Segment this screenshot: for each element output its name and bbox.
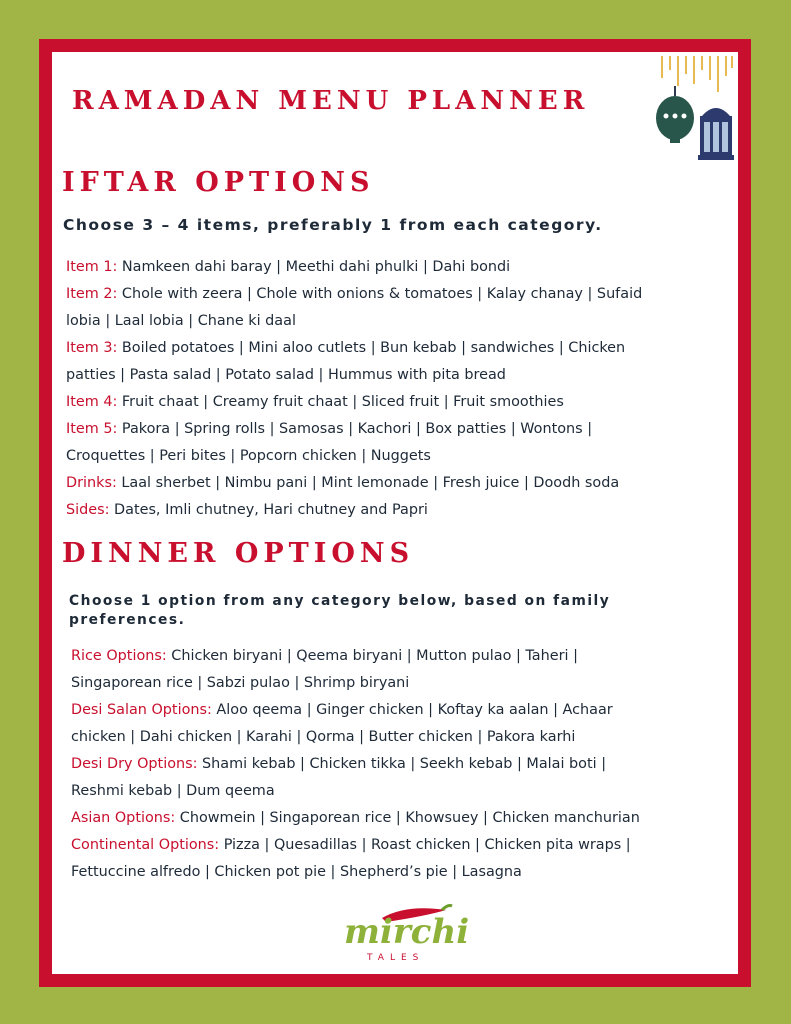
list-item: Rice Options: Chicken biryani | Qeema biryani | Mutton pulao | Taheri | bbox=[71, 648, 578, 664]
category-label: Item 3: bbox=[66, 340, 118, 356]
list-item: Asian Options: Chowmein | Singaporean rice | Khowsuey | Chicken manchurian bbox=[71, 810, 640, 826]
iftar-instruction: Choose 3 – 4 items, preferably 1 from each category. bbox=[63, 216, 603, 234]
list-item: patties | Pasta salad | Potato salad | Hummus with pita bread bbox=[66, 367, 506, 383]
category-label: Item 5: bbox=[66, 421, 118, 437]
list-item: Fettuccine alfredo | Chicken pot pie | Shepherd’s pie | Lasagna bbox=[71, 864, 522, 880]
category-label: Item 1: bbox=[66, 259, 118, 275]
dinner-options-list bbox=[71, 643, 640, 886]
iftar-options-list bbox=[66, 254, 642, 524]
category-label: Sides: bbox=[66, 502, 110, 518]
category-label: Asian Options: bbox=[71, 810, 176, 826]
list-item: Item 4: Fruit chaat | Creamy fruit chaat | Sliced fruit | Fruit smoothies bbox=[66, 394, 564, 410]
list-item: Item 3: Boiled potatoes | Mini aloo cutlets | Bun kebab | sandwiches | Chicken bbox=[66, 340, 626, 356]
category-label: Desi Salan Options: bbox=[71, 702, 212, 718]
list-item: Item 5: Pakora | Spring rolls | Samosas | Kachori | Box patties | Wontons | bbox=[66, 421, 593, 437]
list-item: Item 2: Chole with zeera | Chole with onions & tomatoes | Kalay chanay | Sufaid bbox=[66, 286, 643, 302]
lantern-icon bbox=[650, 56, 740, 161]
logo-wordmark: mirchi bbox=[344, 912, 470, 952]
list-item: chicken | Dahi chicken | Karahi | Qorma | Butter chicken | Pakora karhi bbox=[71, 729, 576, 745]
list-item: Sides: Dates, Imli chutney, Hari chutney and Papri bbox=[66, 502, 428, 518]
list-item: Singaporean rice | Sabzi pulao | Shrimp biryani bbox=[71, 675, 410, 691]
dinner-heading: DINNER OPTIONS bbox=[62, 538, 415, 569]
category-label: Item 4: bbox=[66, 394, 118, 410]
list-item: Reshmi kebab | Dum qeema bbox=[71, 783, 275, 799]
mirchi-tales-logo bbox=[336, 900, 470, 970]
category-label: Desi Dry Options: bbox=[71, 756, 198, 772]
list-item: Desi Dry Options: Shami kebab | Chicken tikka | Seekh kebab | Malai boti | bbox=[71, 756, 607, 772]
category-label: Continental Options: bbox=[71, 837, 220, 853]
category-label: Item 2: bbox=[66, 286, 118, 302]
category-label: Drinks: bbox=[66, 475, 117, 491]
list-item: Item 1: Namkeen dahi baray | Meethi dahi phulki | Dahi bondi bbox=[66, 259, 511, 275]
list-item: Croquettes | Peri bites | Popcorn chicken | Nuggets bbox=[66, 448, 431, 464]
list-item: lobia | Laal lobia | Chane ki daal bbox=[66, 313, 296, 329]
category-label: Rice Options: bbox=[71, 648, 167, 664]
logo-tagline: TALES bbox=[367, 953, 425, 963]
list-item: Drinks: Laal sherbet | Nimbu pani | Mint lemonade | Fresh juice | Doodh soda bbox=[66, 475, 620, 491]
list-item: Desi Salan Options: Aloo qeema | Ginger chicken | Koftay ka aalan | Achaar bbox=[71, 702, 613, 718]
page-title: RAMADAN MENU PLANNER bbox=[72, 86, 590, 116]
dinner-instruction: Choose 1 option from any category below, based on family preferences. bbox=[69, 593, 611, 628]
iftar-heading: IFTAR OPTIONS bbox=[62, 167, 375, 198]
list-item: Continental Options: Pizza | Quesadillas | Roast chicken | Chicken pita wraps | bbox=[71, 837, 631, 853]
